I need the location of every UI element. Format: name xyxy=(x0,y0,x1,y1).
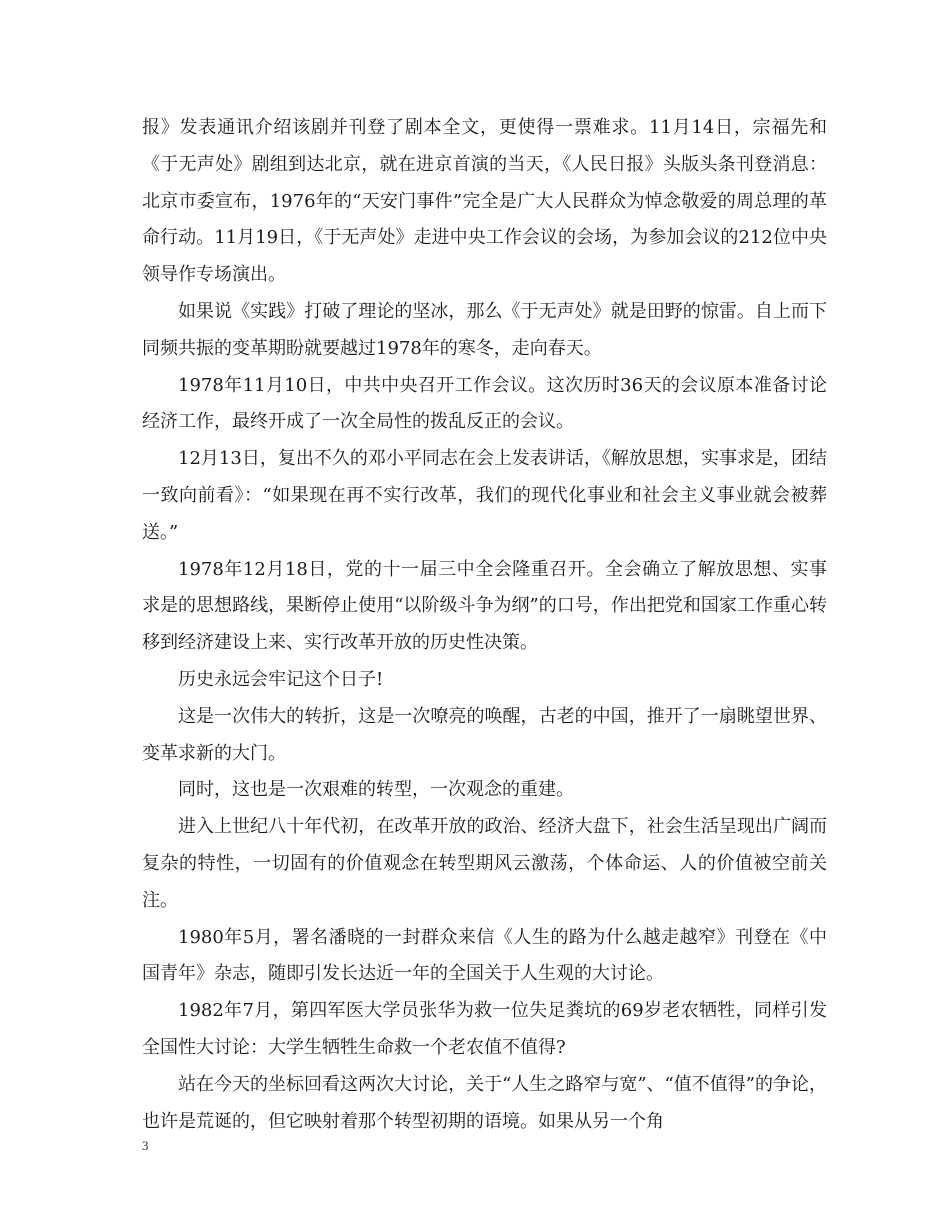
paragraph-9: 进入上世纪八十年代初，在改革开放的政治、经济大盘下，社会生活呈现出广阔而复杂的特性，一切固有的价值观念在转型期风云激荡，个体命运、人的价值被空前关注。 xyxy=(142,816,827,911)
paragraph-5: 1978年12月18日，党的十一届三中全会隆重召开。全会确立了解放思想、实事求是的思想路线，果断停止使用“以阶级斗争为纲”的口号，作出把党和国家工作重心转移到经济建设上来、实行改革开放的历史性决策。 xyxy=(142,558,827,654)
paragraph-8: 同时，这也是一次艰难的转型，一次观念的重建。 xyxy=(178,779,574,801)
paragraph-10: 1980年5月，署名潘晓的一封群众来信《人生的路为什么越走越窄》刊登在《中国青年》杂志，随即引发长达近一年的全国关于人生观的大讨论。 xyxy=(142,926,827,985)
paragraph-12: 站在今天的坐标回看这两次大讨论，关于“人生之路窄与宽”、“值不值得”的争论，也许是荒诞的，但它映射着那个转型初期的语境。如果从另一个角 xyxy=(142,1073,827,1132)
body-text xyxy=(142,110,827,1140)
page-number: 3 xyxy=(142,1138,149,1153)
paragraph-2: 如果说《实践》打破了理论的坚冰，那么《于无声处》就是田野的惊雷。自上而下同频共振的变革期盼就要越过1978年的寒冬，走向春天。 xyxy=(142,300,827,359)
paragraph-6: 历史永远会牢记这个日子! xyxy=(178,668,384,690)
paragraph-3: 1978年11月10日，中共中央召开工作会议。这次历时36天的会议原本准备讨论经济工作，最终开成了一次全局性的拨乱反正的会议。 xyxy=(142,374,827,433)
paragraph-7: 这是一次伟大的转折，这是一次嘹亮的唤醒，古老的中国，推开了一扇眺望世界、变革求新的大门。 xyxy=(142,705,827,764)
paragraph-1: 报》发表通讯介绍该剧并刊登了剧本全文，更使得一票难求。11月14日，宗福先和《于无声处》剧组到达北京，就在进京首演的当天，《人民日报》头版头条刊登消息：北京市委宣布，1976年的“天安门事件”完全是广大人民群众为悼念敬爱的周总理的革命行动。11月19日，《于无声处》走进中央工作会议的会场，为参加会议的212位中央领导作专场演出。 xyxy=(142,117,827,286)
paragraph-4: 12月13日，复出不久的邓小平同志在会上发表讲话，《解放思想，实事求是，团结一致向前看》：“如果现在再不实行改革，我们的现代化事业和社会主义事业就会被葬送。” xyxy=(142,448,827,543)
paragraph-11: 1982年7月，第四军医大学员张华为救一位失足粪坑的69岁老农牺牲，同样引发全国性大讨论：大学生牺牲生命救一个老农值不值得? xyxy=(142,1000,827,1058)
